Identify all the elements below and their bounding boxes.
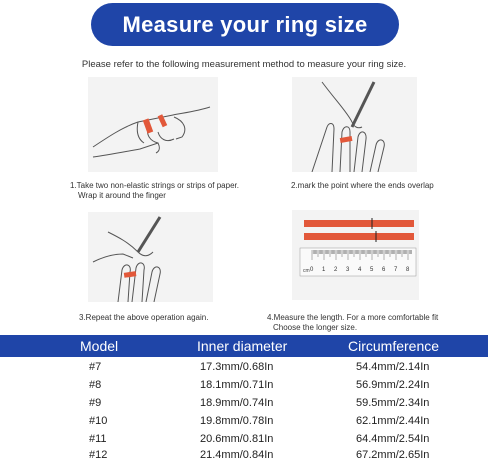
table-row [0, 395, 488, 413]
circumference-cell: 56.9mm/2.24In [356, 379, 430, 391]
circumference-cell: 67.2mm/2.65In [356, 449, 430, 461]
step-2-illustration [292, 77, 417, 172]
header-circumference: Circumference [348, 338, 440, 354]
ruler-tick-label: 0 [310, 267, 314, 273]
header-model: Model [80, 338, 119, 354]
table-row [0, 377, 488, 395]
table-row [0, 413, 488, 431]
ruler-tick-label: 2 [334, 267, 338, 273]
inner-diameter-cell: 21.4mm/0.84In [200, 449, 274, 461]
inner-diameter-cell: 19.8mm/0.78In [200, 415, 274, 427]
ruler-tick-label: 1 [322, 267, 326, 273]
step-3-illustration [88, 212, 213, 302]
ruler-tick-label: 4 [358, 267, 362, 273]
model-cell: #9 [89, 397, 102, 409]
circumference-cell: 59.5mm/2.34In [356, 397, 430, 409]
step-4-caption: 4.Measure the length. For a more comfortable fit Choose the longer size. [267, 313, 439, 332]
ruler-tick-label: 6 [382, 267, 386, 273]
ruler-tick-label: 7 [394, 267, 398, 273]
page-title: Measure your ring size [122, 11, 368, 37]
table-row [0, 447, 488, 463]
step-2-caption: 2.mark the point where the ends overlap [291, 181, 434, 190]
ruler-tick-label: 8 [406, 267, 410, 273]
ruler-tick-label: 5 [370, 267, 374, 273]
table-row [0, 359, 488, 377]
size-table-header [0, 335, 488, 357]
title-banner [91, 3, 399, 46]
inner-diameter-cell: 17.3mm/0.68In [200, 361, 274, 373]
ruler-tick-labels [292, 268, 419, 278]
circumference-cell: 54.4mm/2.14In [356, 361, 430, 373]
step-1-caption: 1.Take two non-elastic strings or strips of paper. Wrap it around the finger [70, 181, 239, 200]
model-cell: #10 [89, 415, 108, 427]
ruler-graphic [292, 210, 419, 300]
header-inner-diameter: Inner diameter [197, 338, 288, 354]
model-cell: #11 [89, 433, 107, 445]
circumference-cell: 62.1mm/2.44In [356, 415, 430, 427]
ruler-unit-label: cm [303, 268, 310, 274]
step-1-illustration [88, 77, 218, 172]
inner-diameter-cell: 18.1mm/0.71In [200, 379, 274, 391]
inner-diameter-cell: 18.9mm/0.74In [200, 397, 274, 409]
inner-diameter-cell: 20.6mm/0.81In [200, 433, 274, 445]
model-cell: #7 [89, 361, 102, 373]
circumference-cell: 64.4mm/2.54In [356, 433, 430, 445]
ruler-tick-label: 3 [346, 267, 350, 273]
step-3-caption: 3.Repeat the above operation again. [79, 313, 209, 322]
model-cell: #12 [89, 449, 108, 461]
model-cell: #8 [89, 379, 102, 391]
instructions-text: Please refer to the following measurement method to measure your ring size. [81, 59, 407, 70]
step-4-illustration [292, 210, 419, 300]
